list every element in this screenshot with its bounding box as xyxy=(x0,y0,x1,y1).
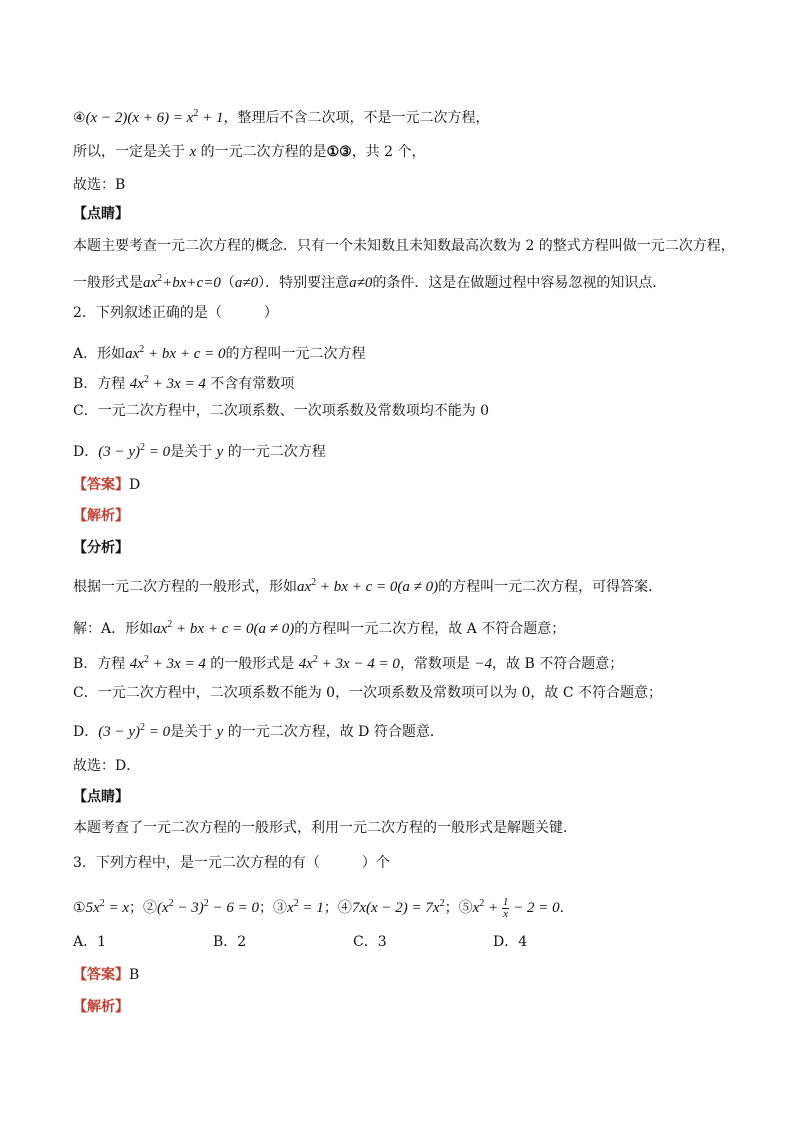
equation-list: $①5x^2 = x$；$②(x^2 - 3)^2 - 6 = 0$；$③x^2 = 1$；④7x(x − $2) = 7x^2$；$⑤x^2$ + $\frac{1}{x}$ − 2 = 0． xyxy=(73,896,574,921)
section-tag-dianjing: 【点睛】 xyxy=(73,206,129,222)
choose-line: 故选：B xyxy=(73,177,126,193)
fraction: $\frac{1}{x}$ xyxy=(502,896,509,921)
text: ，整理后不含二次项，不是一元二次方程， xyxy=(223,110,490,126)
analysis-line: 根据一元二次方程的一般形式，形如$ax^2$ + bx + c = 0(a ≠ 0)的方程叫一元二次方程，可得答案． xyxy=(73,577,663,595)
answer-tag: 【答案】 xyxy=(73,477,129,493)
section-tag-dianjing-2: 【点睛】 xyxy=(73,789,129,805)
line-case-4 xyxy=(73,104,734,128)
circled-numbers: ①③ xyxy=(326,144,352,160)
answer-value: D xyxy=(129,477,141,493)
solution-c: C．一元二次方程中，二次项系数不能为 0，一次项系数及常数项可以为 0，故 C 不符合题意； xyxy=(73,685,663,701)
option-d: D．$(3 - y)^2 = 0$是关于 y 的一元二次方程 xyxy=(73,442,326,460)
section-tag-jiexi: 【解析】 xyxy=(73,508,129,524)
option-d: D．4 xyxy=(493,934,528,950)
question-3: 3．下列方程中，是一元二次方程的有（ ）个 xyxy=(73,855,390,871)
option-a: A．1 xyxy=(73,934,107,950)
option-a: A．形如$ax^2$ + bx + c = 0的方程叫一元二次方程 xyxy=(73,344,366,362)
paragraph-line: 本题主要考查一元二次方程的概念．只有一个未知数且未知数最高次数为 2 的整式方程叫做一元二次方程， xyxy=(73,238,735,254)
circled-number: ④ xyxy=(73,110,86,126)
option-c: C．一元二次方程中，二次项系数、一次项系数及常数项均不能为 0 xyxy=(73,403,490,419)
solution-b: B．方程 $4x^2 + 3x = 4$ 的一般形式是 $4x^2 + 3x - 4 = 0$，常数项是 −4，故 B 不符合题意； xyxy=(73,654,624,672)
answer-tag: 【答案】 xyxy=(73,967,129,983)
choose-line-2: 故选：D． xyxy=(73,758,141,774)
general-form-line: 一般形式是$ax^2+bx+c=0(a\ne 0)$．特别要注意a≠0的条件．这是在做题过程中容易忽视的知识点． xyxy=(73,273,667,291)
section-tag-jiexi-3: 【解析】 xyxy=(73,999,129,1015)
option-c: C．3 xyxy=(353,934,387,950)
answer-value: B xyxy=(129,967,140,983)
solution-a: 解：A．形如$ax^2$ + bx + c = 0(a ≠ 0)的方程叫一元二次方程，故 A 不符合题意； xyxy=(73,619,566,637)
line-conclusion: 所以，一定是关于 x 的一元二次方程的是①③，共 2 个， xyxy=(73,144,426,160)
solution-d: D．$(3 - y)^2 = 0$是关于 y 的一元二次方程，故 D 符合题意． xyxy=(73,722,444,740)
answer-line xyxy=(73,475,734,495)
answer-line-3 xyxy=(73,965,734,985)
options-row xyxy=(73,932,734,952)
question-2: 2．下列叙述正确的是（ ） xyxy=(73,305,278,321)
option-b: B．2 xyxy=(213,934,247,950)
option-b: B．方程 $4x^2 + 3x = 4$ 不含有常数项 xyxy=(73,374,295,392)
equation: $(x - 2)(x + 6) = x^2 + 1$ xyxy=(85,108,224,126)
summary-line: 本题考查了一元二次方程的一般形式，利用一元二次方程的一般形式是解题关键． xyxy=(73,820,577,836)
section-tag-fenxi: 【分析】 xyxy=(73,540,129,556)
